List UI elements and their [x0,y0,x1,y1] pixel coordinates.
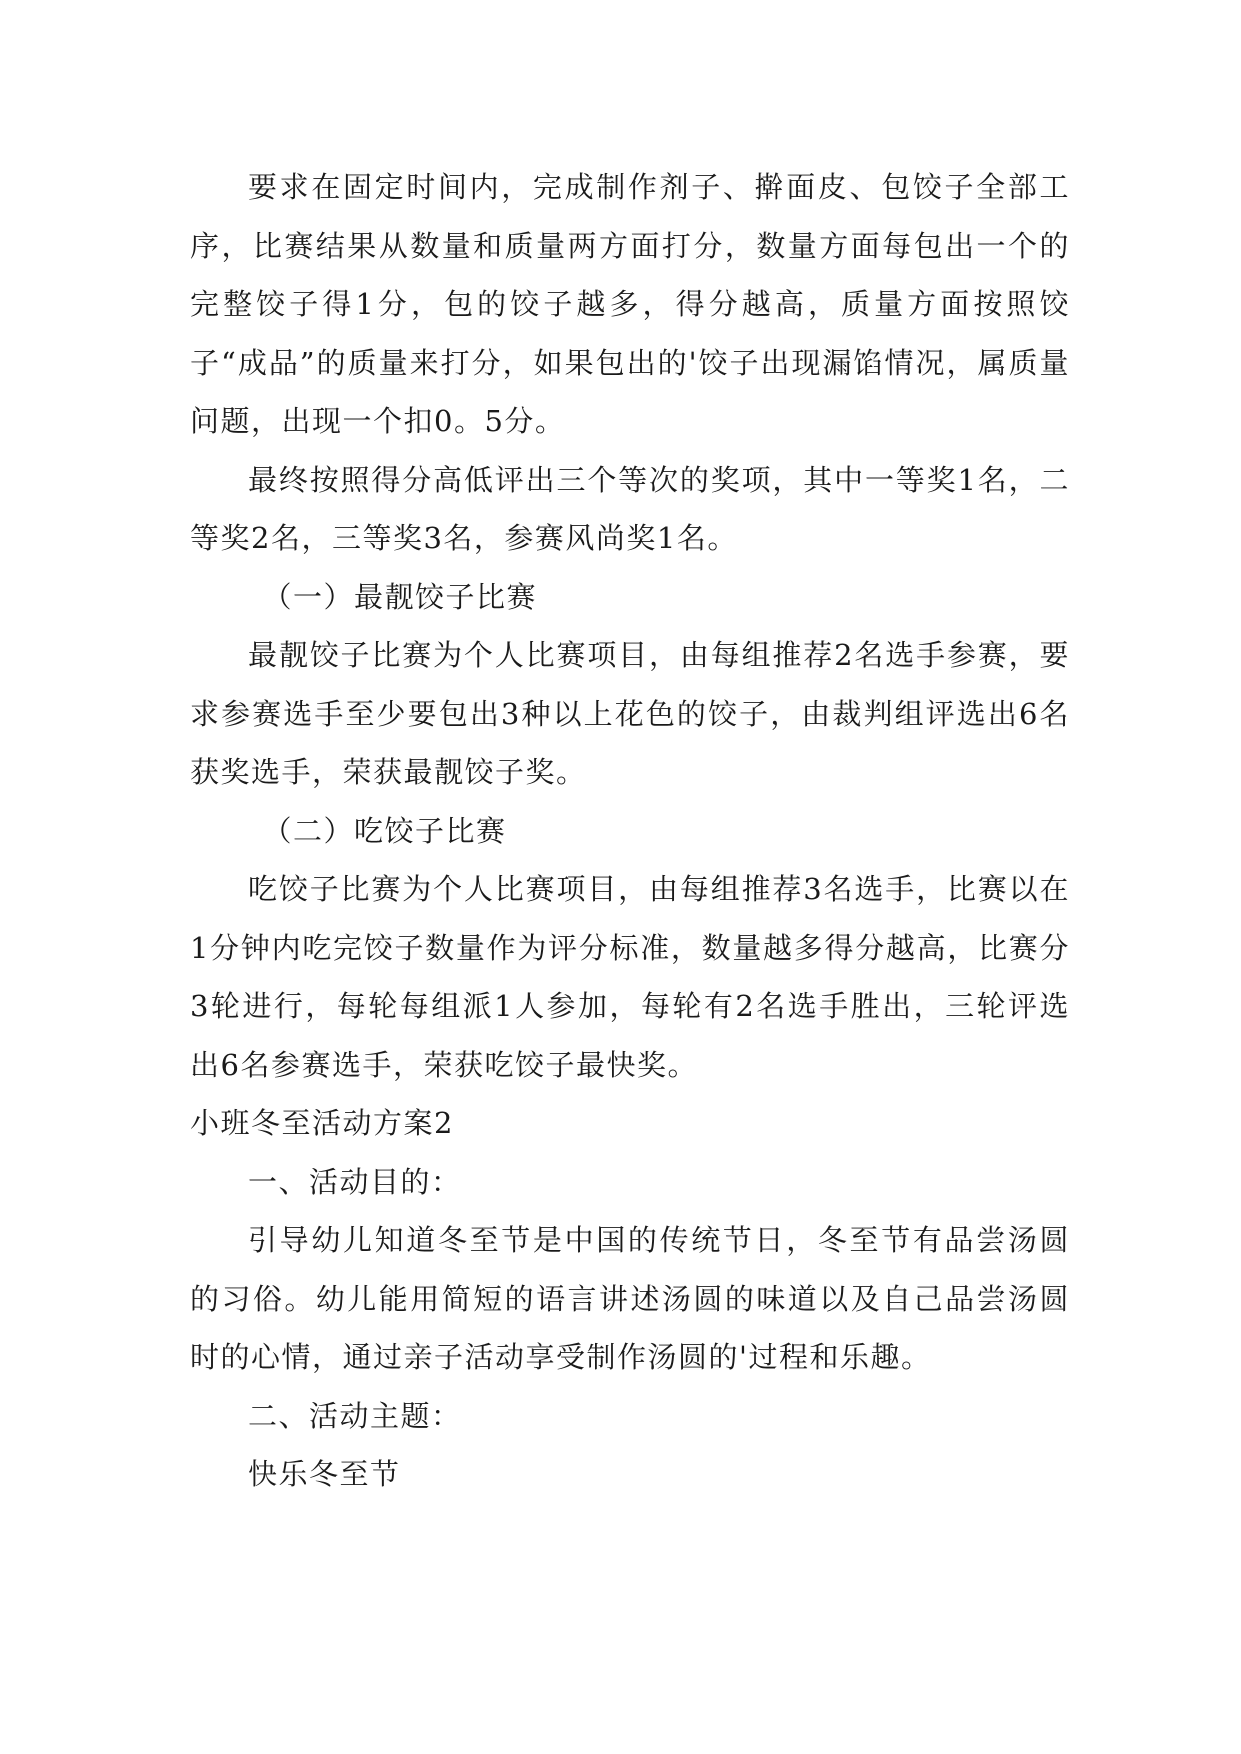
heading-plan-2: 小班冬至活动方案2 [190,1106,454,1140]
paragraph-best-dumpling-contest: 最靓饺子比赛为个人比赛项目，由每组推荐2名选手参赛，要求参赛选手至少要包出3种以上花色的饺子，由裁判组评选出6名获奖选手，荣获最靓饺子奖。 [190,638,1070,789]
paragraph-activity-goal: 引导幼儿知道冬至节是中国的传统节日，冬至节有品尝汤圆的习俗。幼儿能用简短的语言讲述汤圆的味道以及自己品尝汤圆时的心情，通过亲子活动享受制作汤圆的'过程和乐趣。 [190,1223,1070,1374]
paragraph-eating-contest: 吃饺子比赛为个人比赛项目，由每组推荐3名选手，比赛以在1分钟内吃完饺子数量作为评分标准，数量越多得分越高，比赛分3轮进行，每轮每组派1人参加，每轮有2名选手胜出，三轮评选出6名参赛选手，荣获吃饺子最快奖。 [190,872,1070,1082]
heading-eating-contest: （二）吃饺子比赛 [262,813,507,848]
document-body [190,158,1070,1504]
paragraph-activity-theme: 快乐冬至节 [248,1457,401,1491]
paragraph-awards: 最终按照得分高低评出三个等次的奖项，其中一等奖1名，二等奖2名，三等奖3名，参赛风尚奖1名。 [190,462,1070,555]
heading-activity-goal: 一、活动目的： [248,1164,462,1199]
heading-activity-theme: 二、活动主题： [248,1398,462,1433]
heading-best-dumpling-contest: （一）最靓饺子比赛 [262,579,538,614]
paragraph-competition-rules: 要求在固定时间内，完成制作剂子、擀面皮、包饺子全部工序，比赛结果从数量和质量两方面打分，数量方面每包出一个的完整饺子得1分，包的饺子越多，得分越高，质量方面按照饺子“成品”的质量来打分，如果包出的'饺子出现漏馅情况，属质量问题，出现一个扣0。5分。 [190,170,1070,438]
